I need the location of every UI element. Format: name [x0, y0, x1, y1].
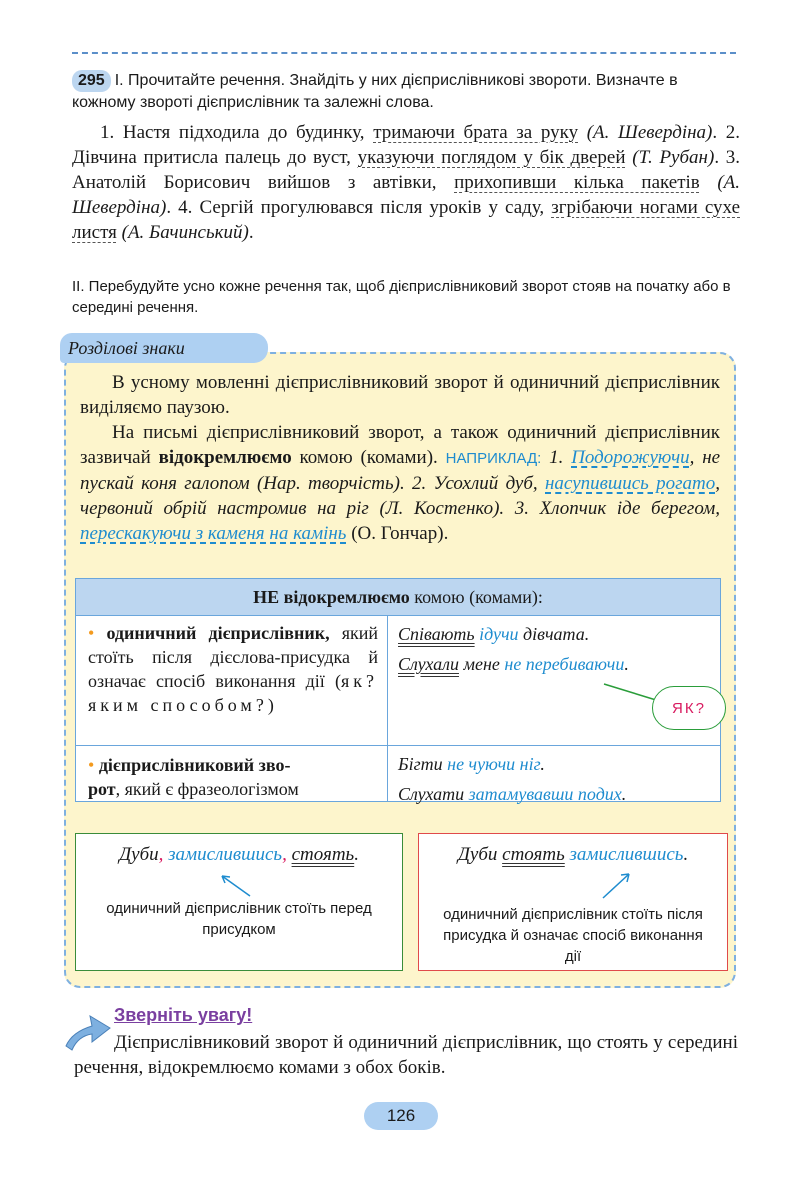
row-2-ex2-verb: Слухати	[398, 784, 465, 804]
row-1-ex2-middle: мене	[463, 654, 500, 674]
table-divider-horizontal	[76, 745, 720, 746]
row-2-example-1: Бігти не чуючи ніг.	[398, 754, 545, 774]
table-header-bold: НЕ відокремлюємо	[253, 587, 410, 607]
participial-phrase-2: указуючи поглядом у бік дверей	[357, 147, 626, 168]
exercise-task-1	[72, 70, 740, 114]
table-header	[76, 579, 720, 616]
example-left-subject: Дуби	[119, 844, 159, 865]
rule-text	[80, 370, 720, 546]
rule-example-1-rest: , не пускай коня галопом (Нар. творчість). 2. Усохлий дуб,	[80, 447, 721, 494]
row-1-close: )	[267, 695, 274, 715]
example-left-predicate: стоять	[291, 844, 355, 865]
bullet-icon: •	[88, 623, 95, 643]
arrow-up-icon	[597, 868, 637, 902]
arrow-up-icon	[216, 870, 256, 900]
question-bubble: ЯК?	[652, 686, 726, 730]
rule-tab: Розділові знаки	[60, 333, 268, 363]
row-2-term-part-1: дієприслівниковий зво-	[98, 755, 291, 775]
table-header-rest: комою (комами):	[414, 587, 543, 607]
row-1-ex1-end: дівчата.	[523, 624, 590, 644]
row-2-example-2: Слухати затамувавши подих.	[398, 784, 627, 804]
rule-p2-end: комою (комами).	[299, 447, 438, 468]
rule-example-3-source: (О. Гончар).	[351, 523, 449, 544]
rule-example-1-num: 1.	[549, 447, 564, 468]
participial-phrase-4: згрібаючи ногами сухе листя	[72, 197, 741, 243]
bubble-pointer-icon	[600, 680, 660, 710]
example-left-sentence: Дуби, замислившись, стоять.	[119, 844, 359, 865]
row-1-ex1-predicate: Співають	[398, 624, 475, 644]
rule-example-2-adverb: насупившись рогато	[545, 473, 716, 494]
row-1-ex2-adverb: не перебиваючи	[504, 654, 625, 674]
source-2: (Т. Рубан)	[632, 147, 715, 168]
example-right-predicate: стоять	[502, 844, 565, 865]
source-3: (А. Шевердіна)	[72, 172, 740, 218]
row-2-line-1	[88, 753, 378, 777]
row-1-ex2-predicate: Слухали	[398, 654, 459, 674]
row-1-example-1	[398, 619, 716, 649]
rule-paragraph-1: В усному мовленні дієприслівниковий зворот й одиничний дієприслівник виділяємо паузою.	[80, 372, 720, 418]
example-right-note: одиничний дієприслівник стоїть після присудка й означає спосіб виконання дії	[443, 906, 703, 965]
row-1-question: як? яким способом?	[88, 671, 378, 715]
row-2-ex2-idiom: затамувавши подих	[468, 784, 622, 804]
exercise-task-2: ІІ. Перебудуйте усно кожне речення так, щоб дієприслівниковий зворот стояв на початку або в середині речення.	[72, 278, 731, 316]
example-right-subject: Дуби	[457, 844, 498, 865]
top-divider	[72, 52, 736, 54]
row-2-ex1-verb: Бігти	[398, 754, 443, 774]
sentence-2: . 2. Дівчина притисла палець до вуст,	[72, 122, 741, 168]
source-1: (А. Шевердіна)	[586, 122, 713, 143]
bullet-icon: •	[88, 755, 95, 775]
example-right-adverb: замислившись	[569, 844, 684, 865]
table-row-1-left	[88, 621, 378, 717]
row-1-term: одиничний дієприслівник,	[106, 623, 330, 643]
rule-example-2-rest: , червоний обрій настромив на ріг (Л. Костенко). 3. Хлопчик іде берегом,	[80, 473, 721, 519]
rule-example-3-adverb: перескакуючи з каменя на камінь	[80, 523, 347, 544]
row-1-example-2: Слухали мене не перебиваючи.	[398, 654, 629, 674]
attention-text: Дієприслівниковий зворот й одиничний дієприслівник, що стоять у середині речення, відокремлюємо комами з обох боків.	[74, 1032, 738, 1078]
example-left-adverb: замислившись	[168, 844, 283, 865]
row-1-ex1-adverb: ідучи	[479, 624, 519, 644]
sentence-3: . 3. Анатолій Борисович вийшов з автівки,	[72, 147, 741, 193]
attention-title: Зверніть увагу!	[114, 1005, 253, 1025]
table-divider-vertical	[387, 615, 388, 801]
table-row-2-right	[398, 749, 716, 809]
task-1-text: І. Прочитайте речення. Знайдіть у них дієприслівникові звороти. Визначте в кожному звороті дієприслівник та залежні слова.	[72, 72, 678, 111]
rule-p2-bold: відокремлюємо	[158, 447, 292, 468]
row-2-term-part-2: рот	[88, 779, 116, 799]
rule-paragraph-2	[80, 420, 720, 546]
example-box-after-predicate	[418, 833, 728, 971]
exercise-sentences: 1. Настя підходила до будинку, тримаючи брата за руку (А. Шевердіна). 2. Дівчина притисла палець до вуст, указуючи поглядом у бік дверей (Т. Рубан). 3. Анатолій Борисович вийшов з автівки, прихопивши кілька пакетів (А. Шевердіна). 4. Сергій прогулювався після уроків у саду, згрібаючи ногами сухе листя (А. Бачинський).	[72, 122, 741, 243]
row-2-line-2	[88, 777, 378, 801]
participial-phrase-1: тримаючи брата за руку	[373, 122, 579, 143]
page-number: 126	[364, 1102, 438, 1130]
rule-example-1-adverb: Подорожуючи	[571, 447, 690, 468]
source-4: (А. Бачинський)	[121, 222, 249, 243]
sentence-1: 1. Настя підходила до будинку,	[100, 122, 365, 143]
table-row-2-left	[88, 753, 378, 801]
example-left-note: одиничний дієприслівник стоїть перед присудком	[106, 900, 372, 938]
exercise-number: 295	[72, 70, 111, 92]
row-1-description: який стоїть після дієслова-присудка й означає спосіб виконання дії (	[88, 623, 379, 691]
rule-p2-start: На письмі дієприслівниковий зворот, а також одиничний дієприслівник зазвичай	[80, 422, 720, 468]
row-2-description: , який є фразеологізмом	[115, 779, 299, 799]
row-2-ex1-idiom: не чуючи ніг	[447, 754, 541, 774]
sentence-4: . 4. Сергій прогулювався після уроків у саду,	[166, 197, 545, 218]
example-box-before-predicate	[75, 833, 403, 971]
participial-phrase-3: прихопивши кілька пакетів	[454, 172, 700, 193]
table-row-1-right	[398, 619, 716, 679]
example-label: НАПРИКЛАД:	[445, 450, 542, 467]
example-right-sentence: Дуби стоять замислившись.	[457, 844, 689, 865]
